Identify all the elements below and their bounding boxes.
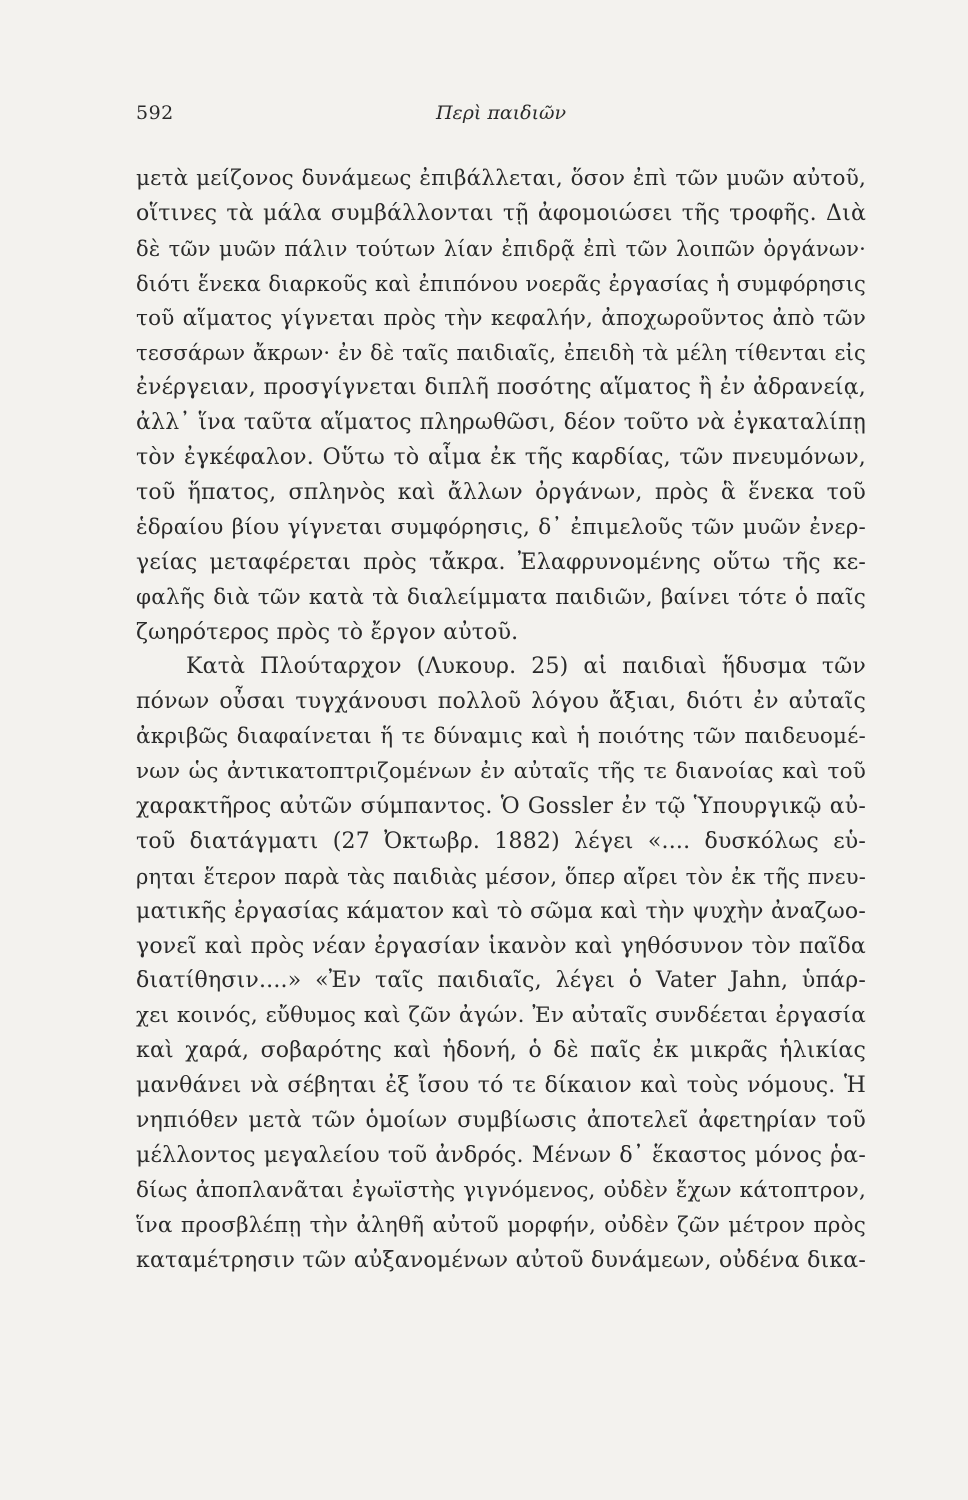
text-line: χει κοινός, εὔθυμος καὶ ζῶν ἀγών. Ἐν αὐταῖς συνδέεται ἐργασία bbox=[136, 1003, 866, 1029]
text-line: τεσσάρων ἄκρων· ἐν δὲ ταῖς παιδιαῖς, ἐπειδὴ τὰ μέλη τίθενται εἰς bbox=[136, 341, 866, 366]
text-line: χαρακτῆρος αὐτῶν σύμπαντος. Ὁ Gossler ἐν τῷ Ὑπουργικῷ αὐ- bbox=[136, 794, 866, 820]
text-line: γονεῖ καὶ πρὸς νέαν ἐργασίαν ἱκανὸν καὶ γηθόσυνον τὸν παῖδα bbox=[136, 933, 866, 959]
text-line: ζωηρότερος πρὸς τὸ ἔργον αὐτοῦ. bbox=[136, 619, 519, 645]
text-line: τοῦ διατάγματι (27 Ὀκτωβρ. 1882) λέγει «.... δυσκόλως εὑ- bbox=[136, 828, 866, 854]
text-line: ἀκριβῶς διαφαίνεται ἥ τε δύναμις καὶ ἡ ποιότης τῶν παιδευομέ- bbox=[136, 724, 866, 750]
text-line: φαλῆς διὰ τῶν κατὰ τὰ διαλείμματα παιδιῶν, βαίνει τότε ὁ παῖς bbox=[136, 584, 866, 610]
text-line: γείας μεταφέρεται πρὸς τἄκρα. Ἐλαφρυνομένης οὕτω τῆς κε- bbox=[136, 549, 866, 575]
text-line: ἀλλ᾽ ἵνα ταῦτα αἵματος πληρωθῶσι, δέον τοῦτο νὰ ἐγκαταλίπῃ bbox=[136, 410, 866, 436]
text-line: διότι ἕνεκα διαρκοῦς καὶ ἐπιπόνου νοερᾶς ἐργασίας ἡ συμφόρησις bbox=[136, 271, 866, 296]
text-line: μετὰ μείζονος δυνάμεως ἐπιβάλλεται, ὅσον ἐπὶ τῶν μυῶν αὐτοῦ, bbox=[136, 166, 866, 191]
text-line: καταμέτρησιν τῶν αὐξανομένων αὐτοῦ δυνάμεων, οὐδένα δικα- bbox=[136, 1247, 866, 1273]
text-line: δὲ τῶν μυῶν πάλιν τούτων λίαν ἐπιδρᾷ ἐπὶ τῶν λοιπῶν ὀργάνων· bbox=[136, 236, 866, 261]
page-header bbox=[136, 102, 866, 132]
text-line: μανθάνει νὰ σέβηται ἐξ ἴσου τό τε δίκαιον καὶ τοὺς νόμους. Ἡ bbox=[136, 1073, 866, 1099]
text-line: πόνων οὖσαι τυγχάνουσι πολλοῦ λόγου ἄξιαι, διότι ἐν αὐταῖς bbox=[136, 689, 866, 715]
text-line: Κατὰ Πλούταρχον (Λυκουρ. 25) αἱ παιδιαὶ ἥδυσμα τῶν bbox=[186, 654, 866, 680]
running-title: Περὶ παιδιῶν bbox=[435, 102, 567, 124]
text-line: ρηται ἕτερον παρὰ τὰς παιδιὰς μέσον, ὅπερ αἴρει τὸν ἐκ τῆς πνευ- bbox=[136, 864, 866, 889]
text-line: ἑδραίου βίου γίγνεται συμφόρησις, δ᾽ ἐπιμελοῦς τῶν μυῶν ἐνερ- bbox=[136, 514, 866, 540]
text-line: διατίθησιν....» «Ἐν ταῖς παιδιαῖς, λέγει ὁ Vater Jahn, ὑπάρ- bbox=[136, 968, 866, 994]
text-line: νηπιόθεν μετὰ τῶν ὁμοίων συμβίωσις ἀποτελεῖ ἀφετηρίαν τοῦ bbox=[136, 1108, 866, 1134]
text-line: τὸν ἐγκέφαλον. Οὕτω τὸ αἷμα ἐκ τῆς καρδίας, τῶν πνευμόνων, bbox=[136, 445, 866, 471]
text-line: νων ὡς ἀντικατοπτριζομένων ἐν αὐταῖς τῆς τε διανοίας καὶ τοῦ bbox=[136, 759, 866, 785]
text-line: μέλλοντος μεγαλείου τοῦ ἀνδρός. Μένων δ᾽ ἕκαστος μόνος ῥα- bbox=[136, 1142, 866, 1168]
text-line: τοῦ ἥπατος, σπληνὸς καὶ ἄλλων ὀργάνων, πρὸς ἃ ἕνεκα τοῦ bbox=[136, 480, 866, 506]
page-number: 592 bbox=[136, 102, 174, 124]
text-line: οἵτινες τὰ μάλα συμβάλλονται τῇ ἀφομοιώσει τῆς τροφῆς. Διὰ bbox=[136, 200, 866, 226]
text-line: ματικῆς ἐργασίας κάματον καὶ τὸ σῶμα καὶ τὴν ψυχὴν ἀναζωο- bbox=[136, 898, 866, 924]
text-line: ἵνα προσβλέπῃ τὴν ἀληθῆ αὐτοῦ μορφήν, οὐδὲν ζῶν μέτρον πρὸς bbox=[136, 1212, 866, 1238]
body-text bbox=[136, 162, 866, 1279]
text-line: καὶ χαρά, σοβαρότης καὶ ἡδονή, ὁ δὲ παῖς ἐκ μικρᾶς ἡλικίας bbox=[136, 1038, 866, 1064]
text-line: δίως ἀποπλανᾶται ἐγωϊστὴς γιγνόμενος, οὐδὲν ἔχων κάτοπτρον, bbox=[136, 1177, 866, 1203]
text-line: ἐνέργειαν, προσγίγνεται διπλῆ ποσότης αἵματος ἢ ἐν ἀδρανείᾳ, bbox=[136, 375, 866, 401]
text-line: τοῦ αἵματος γίγνεται πρὸς τὴν κεφαλήν, ἀποχωροῦντος ἀπὸ τῶν bbox=[136, 305, 866, 331]
